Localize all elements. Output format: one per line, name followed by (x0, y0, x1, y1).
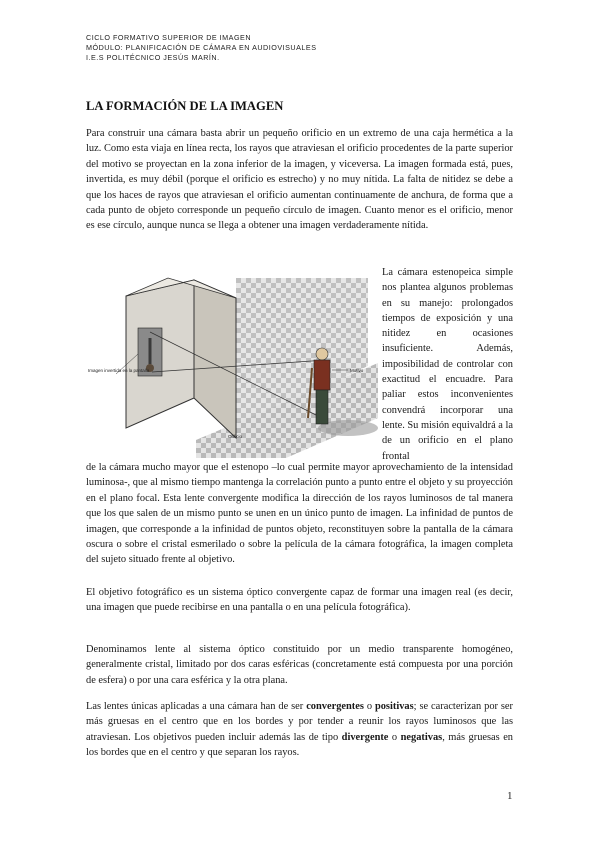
term-positivas: positivas (374, 701, 414, 712)
term-convergentes: convergentes (306, 701, 364, 712)
page-number: 1 (507, 790, 513, 802)
lens-types-text: Las lentes únicas aplicadas a una cámara han de ser (86, 701, 307, 712)
header-line-course: CICLO FORMATIVO SUPERIOR DE IMAGEN (86, 33, 252, 42)
section-title: LA FORMACIÓN DE LA IMAGEN (86, 99, 284, 113)
subject-legs (316, 390, 328, 424)
term-divergente: divergente (341, 731, 389, 743)
subject-head (316, 348, 328, 360)
subject-body (314, 360, 330, 390)
label-pinhole: Orificio (228, 434, 243, 439)
lens-types-text: o (388, 731, 401, 743)
paragraph-lens-definition: Denominamos lente al sistema óptico constituido por un medio transparente homogéneo, generalmente cristal, limitado por dos caras esféricas (concretamente está compuesta por una porción de esfera) o por una cara esférica y la otra plana. (86, 644, 513, 686)
term-negativas: negativas (400, 731, 443, 743)
header-line-school: I.E.S POLITÉCNICO JESÚS MARÍN. (86, 53, 220, 62)
page-header (86, 33, 317, 63)
label-subject: Motivo (350, 368, 364, 373)
header-line-module: MÓDULO: PLANIFICACIÓN DE CÁMARA EN AUDIOVISUALES (86, 43, 317, 52)
paragraph-photographic-objective: El objetivo fotográfico es un sistema óptico convergente capaz de formar una imagen real (es decir, una imagen que puede recibirse en una pantalla o en una película fotográfica). (86, 587, 513, 614)
lens-types-text: ; se caracterizan por ser más gruesas en el centro que en los bordes y por tender a reunir los rayos luminosos que las atraviesan. Los objetivos pueden incluir además las de tipo (86, 701, 514, 743)
pinhole-camera-illustration (86, 268, 378, 458)
paragraph-pinhole-camera: Para construir una cámara basta abrir un pequeño orificio en un extremo de una caja hermética a la luz. Como esta viaja en línea recta, los rayos que atraviesan el orificio procedentes de la parte superior del motivo se proyectan en la zona inferior de la imagen, y viceversa. La imagen formada está, pues, invertida, es muy débil (porque el orificio es estrecho) y no muy nítida. La falta de nitidez se debe a que los haces de rayos que atraviesan el orificio aumentan continuamente de anchura, de forma que a cada punto de objeto corresponde un pequeño círculo de imagen. Cuanto menor es el orificio, menor es ese círculo, aunque nunca se llega a obtener una imagen verdaderamente nítida. (86, 128, 513, 232)
label-inverted-image: Imagen invertida en la pantalla (88, 368, 150, 373)
lens-types-text: , más gruesas en los bordes que en el centro y que separan los rayos. (86, 731, 513, 759)
paragraph-pinhole-problems: La cámara estenopeica simple nos plantea algunos problemas en su manejo: prolongados tiempos de exposición y una nitidez en ocasiones insuficiente. Además, imposibilidad de controlar con exactitud el encuadre. Para paliar estos inconvenientes convendrá incorporar una lente. Su misión equivaldrá a la de un orificio en el plano frontal (382, 267, 514, 462)
paragraph-lens-types (86, 699, 513, 761)
camera-box-front (194, 280, 236, 438)
paragraph-lens-function: de la cámara mucho mayor que el estenopo –lo cual permite mayor aprovechamiento de la intensidad luminosa-, que al mismo tiempo mantenga la correlación punto a punto entre el objeto y su proyección en el plano focal. Esta lente convergente modifica la dirección de los rayos luminosos de tal manera que los que salen de un mismo punto se unen en un único punto de imagen. La infinidad de puntos de imagen, que corresponde a la infinidad de puntos objeto, reconstituyen sobre la pantalla de la cámara oscura o sobre el cristal esmerilado o sobre la película de la cámara fotográfica, la imagen completa del sujeto situado frente al objetivo. (86, 462, 513, 566)
lens-types-text: o (363, 701, 375, 712)
